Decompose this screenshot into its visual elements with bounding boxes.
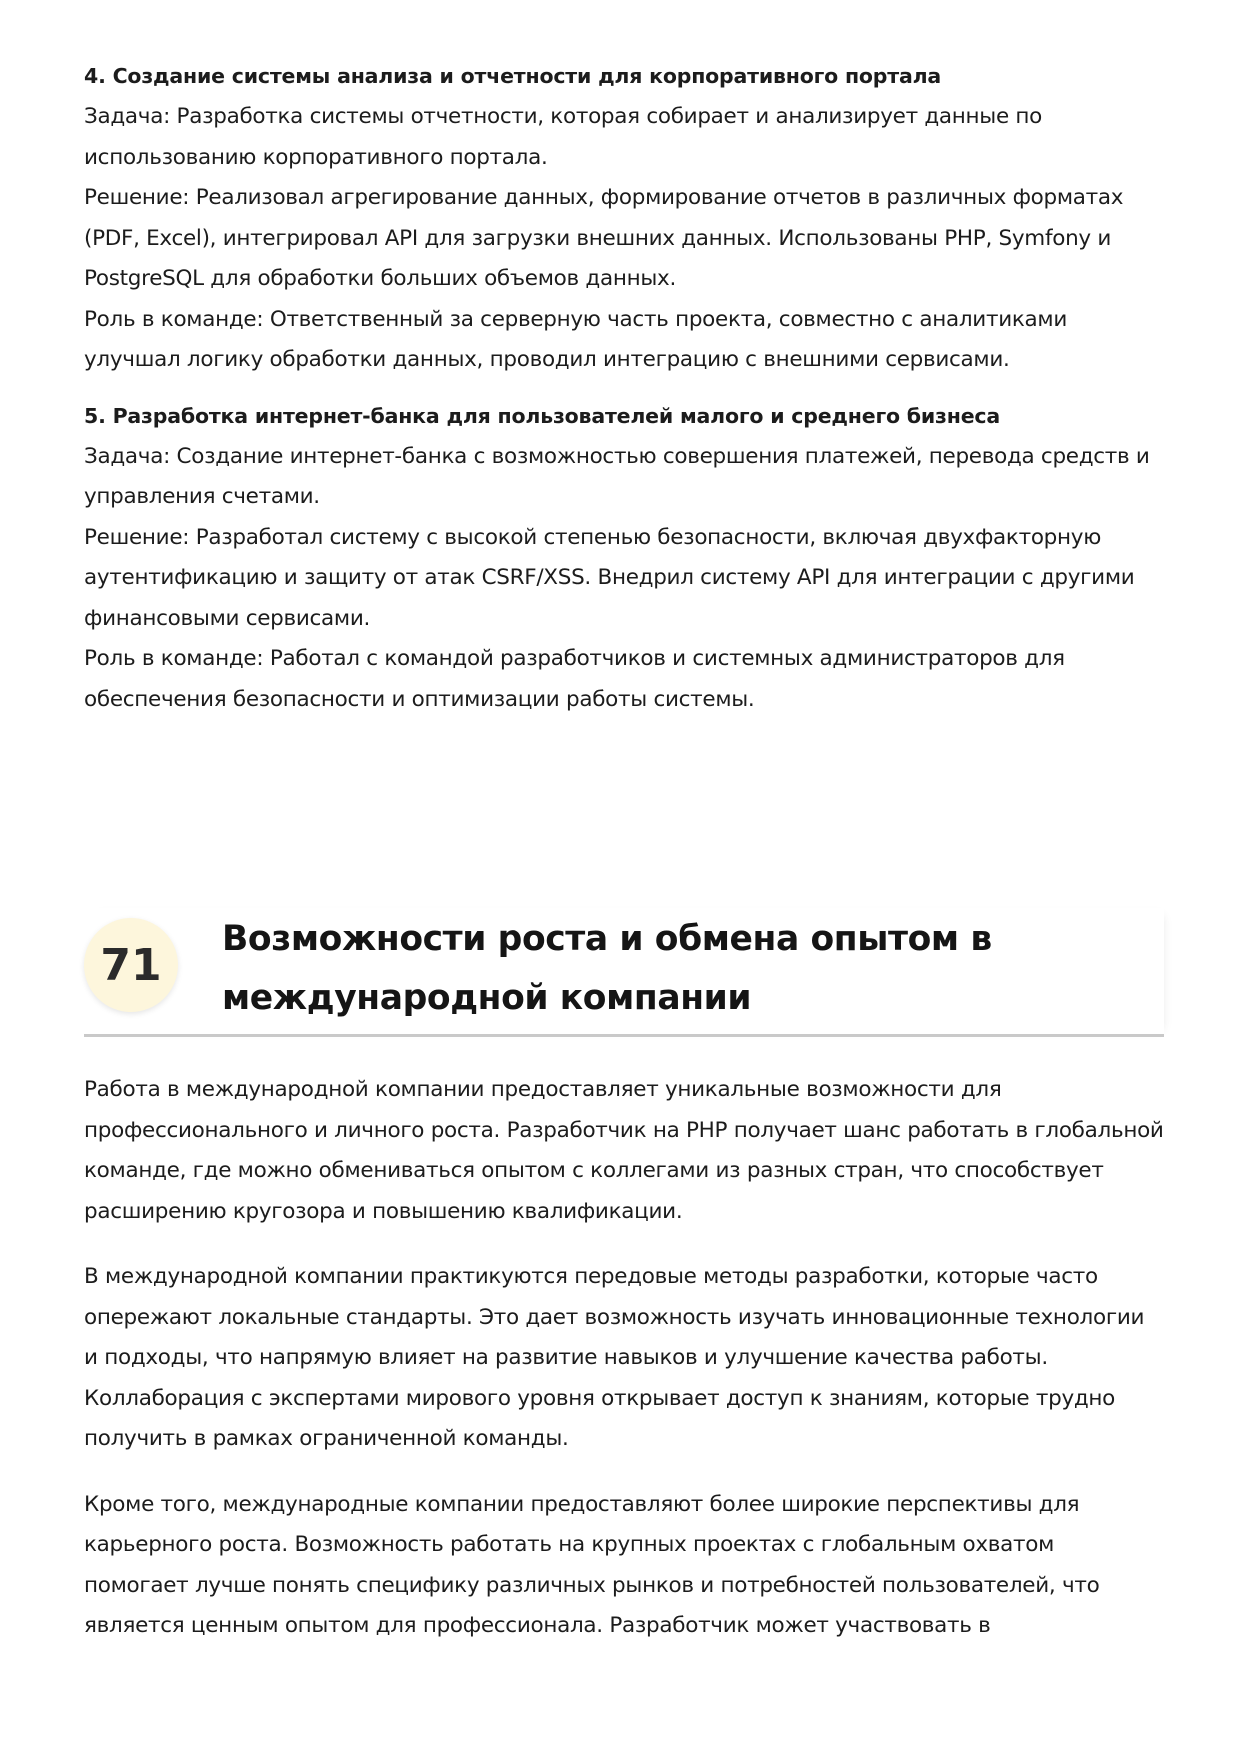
projects-section [84,62,1164,741]
chapter-title: Возможности роста и обмена опытом в международной компании [222,919,992,1018]
chapter-header [84,908,1164,1037]
body-paragraph: Работа в международной компании предоставляет уникальные возможности для профессионального и личного роста. Разработчик на PHP получает шанс работать в глобальной команде, где можно обмениваться опытом с коллегами из разных стран, что способствует расширению кругозора и повышению квалификации. [84,1077,1164,1224]
project-role: Роль в команде: Работал с командой разработчиков и системных администраторов для обеспечения безопасности и оптимизации работы системы. [84,646,1065,712]
project-item [84,62,1164,381]
project-task: Задача: Разработка системы отчетности, которая собирает и анализирует данные по использованию корпоративного портала. [84,104,1043,170]
chapter-body [84,1070,1164,1672]
project-solution: Решение: Разработал систему с высокой степенью безопасности, включая двухфакторную аутентификацию и защиту от атак CSRF/XSS. Внедрил систему API для интеграции с другими финансовыми сервисами. [84,524,1135,631]
project-task: Задача: Создание интернет-банка с возможностью совершения платежей, перевода средств и управления счетами. [84,443,1150,509]
body-paragraph: В международной компании практикуются передовые методы разработки, которые часто опережают локальные стандарты. Это дает возможность изучать инновационные технологии и подходы, что напрямую влияет на развитие навыков и улучшение качества работы. Коллаборация с экспертами мирового уровня открывает доступ к знаниям, которые трудно получить в рамках ограниченной команды. [84,1264,1145,1451]
project-role: Роль в команде: Ответственный за серверную часть проекта, совместно с аналитиками улучшал логику обработки данных, проводил интеграцию с внешними сервисами. [84,306,1068,372]
project-title: 4. Создание системы анализа и отчетности для корпоративного портала [84,64,942,88]
project-item [84,402,1164,721]
project-solution: Решение: Реализовал агрегирование данных, формирование отчетов в различных форматах (PDF, Excel), интегрировал API для загрузки внешних данных. Использованы PHP, Symfony и PostgreSQL для обработки больших объемов данных. [84,185,1124,291]
chapter-number-badge: 71 [84,918,178,1012]
project-title: 5. Разработка интернет-банка для пользователей малого и среднего бизнеса [84,403,1001,428]
body-paragraph: Кроме того, международные компании предоставляют более широкие перспективы для карьерного роста. Возможность работать на крупных проектах с глобальным охватом помогает лучше понять специфику различных рынков и потребностей пользователей, что является ценным опытом для профессионала. Разработчик может участвовать в [84,1491,1100,1638]
